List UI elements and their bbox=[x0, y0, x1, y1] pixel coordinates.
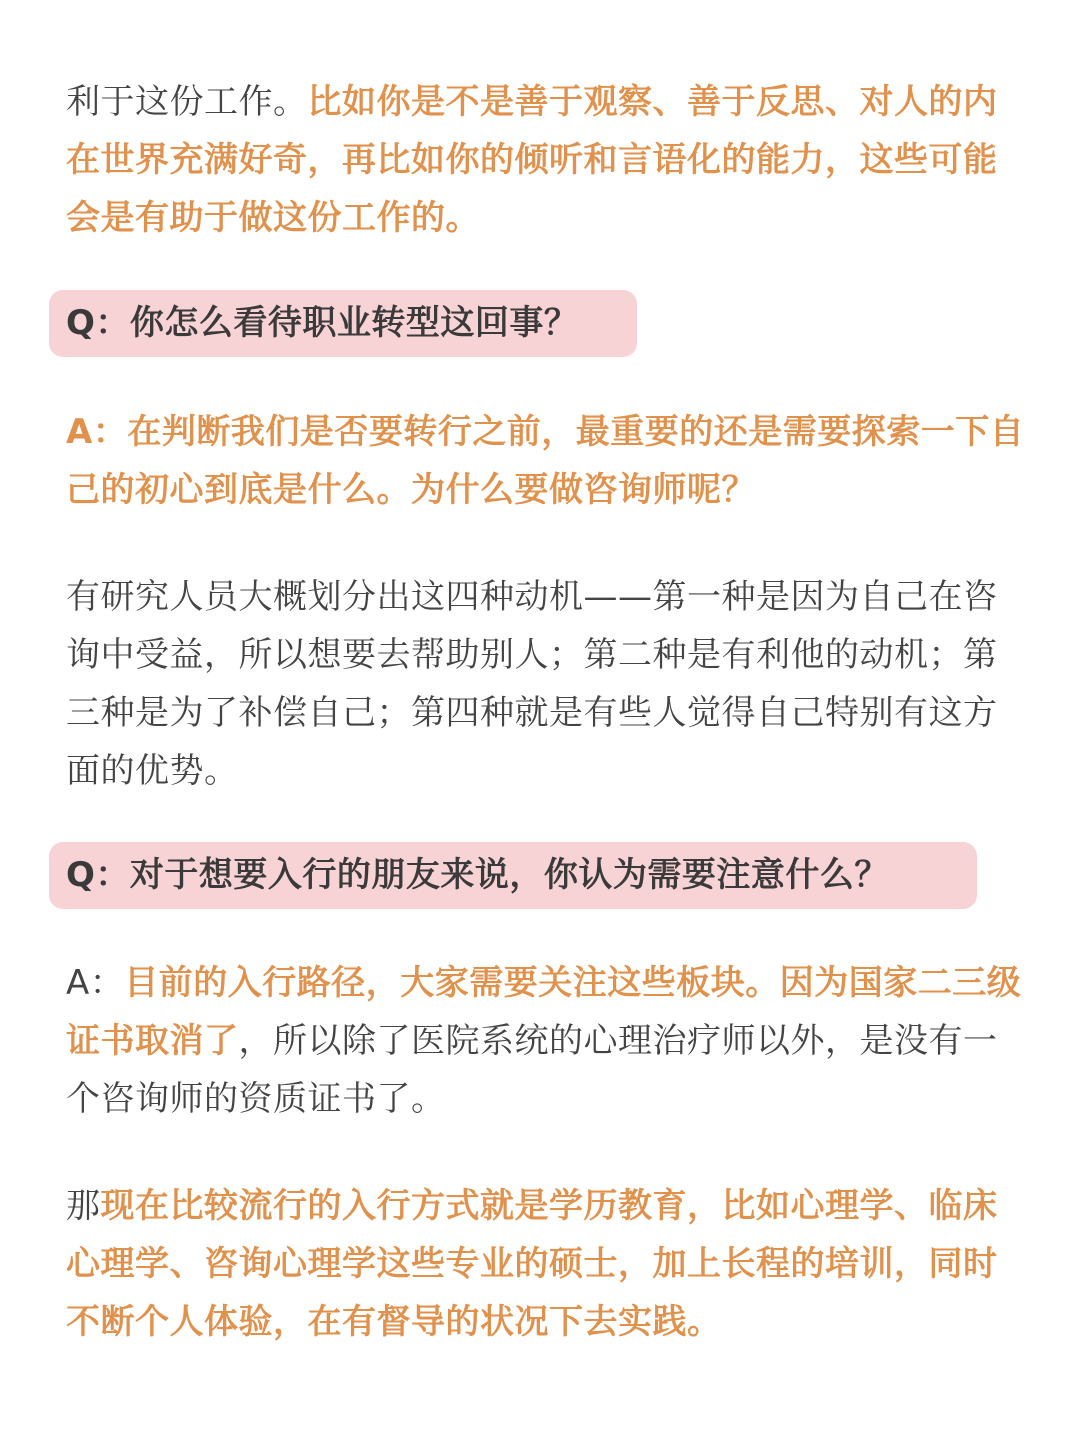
paragraph-entry-path-plain: 那 bbox=[66, 1186, 101, 1226]
paragraph-motivations: 有研究人员大概划分出这四种动机——第一种是因为自己在咨询中受益，所以想要去帮助别人；第二种是有利他的动机；第三种是为了补偿自己；第四种就是有些人觉得自己特别有这方面的优势。 bbox=[66, 577, 998, 791]
answer-2 bbox=[66, 954, 1026, 1128]
paragraph-intro-highlight: 比如你是不是善于观察、善于反思、对人的内在世界充满好奇，再比如你的倾听和言语化的能力，这些可能会是有助于做这份工作的。 bbox=[66, 82, 998, 238]
answer-1: A：在判断我们是否要转行之前，最重要的还是需要探索一下自己的初心到底是什么。为什么要做咨询师呢？ bbox=[66, 412, 1025, 510]
question-1: Q：你怎么看待职业转型这回事？ bbox=[66, 303, 579, 343]
paragraph-intro bbox=[66, 73, 1026, 247]
paragraph-intro-plain: 利于这份工作。 bbox=[66, 82, 308, 122]
paragraph-entry-path bbox=[66, 1177, 1026, 1351]
answer-2-prefix: A： bbox=[66, 963, 125, 1003]
answer-2-plain: ，所以除了医院系统的心理治疗师以外，是没有一个咨询师的资质证书了。 bbox=[66, 1021, 998, 1119]
paragraph-entry-path-highlight: 现在比较流行的入行方式就是学历教育，比如心理学、临床心理学、咨询心理学这些专业的硕士，加上长程的培训，同时不断个人体验，在有督导的状况下去实践。 bbox=[66, 1186, 998, 1342]
question-2: Q：对于想要入行的朋友来说，你认为需要注意什么？ bbox=[66, 855, 889, 895]
answer-2-highlight: 目前的入行路径，大家需要关注这些板块。因为国家二三级证书取消了 bbox=[66, 963, 1022, 1061]
